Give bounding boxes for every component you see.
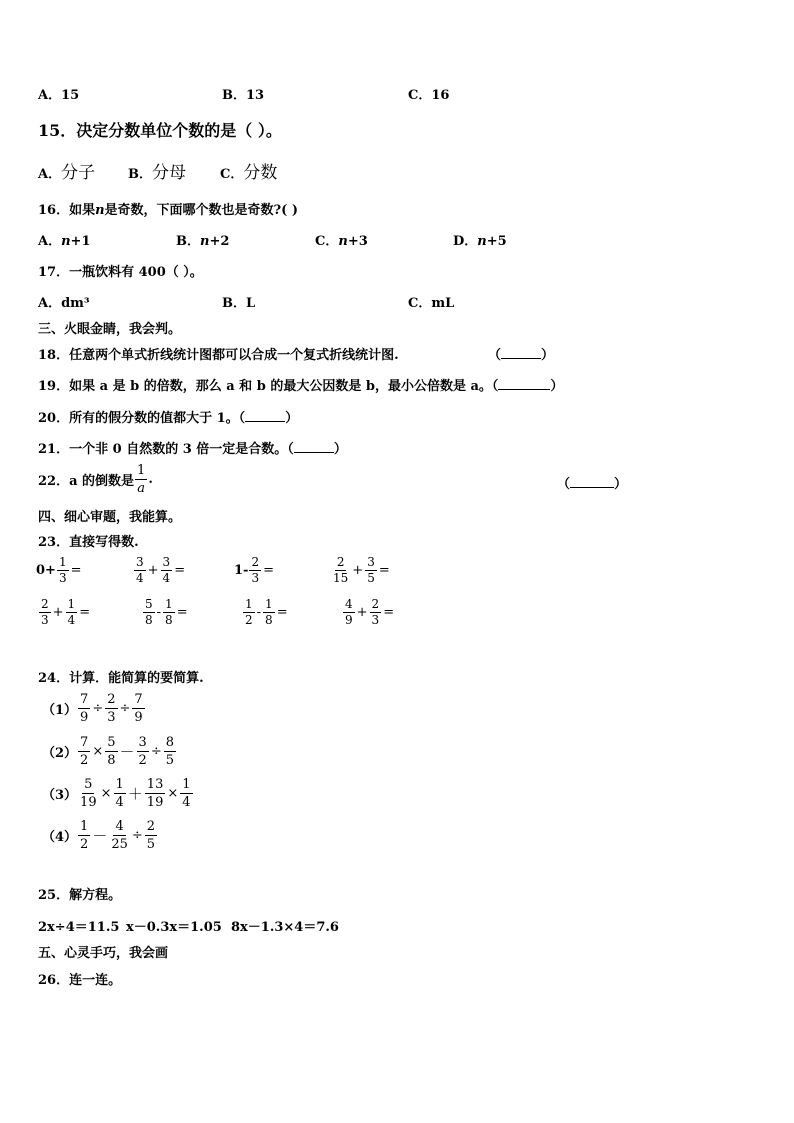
- q16-stem: 16．如果n是奇数，下面哪个数也是奇数?( ): [38, 203, 298, 218]
- q23-item-4: $\frac{2}{15}$ + $\frac{3}{5}$ =: [333, 555, 390, 585]
- q19-text: 19．如果 a 是 b 的倍数，那么 a 和 b 的最大公因数是 b，最小公倍数是 a。: [38, 379, 492, 394]
- q22-answer-bracket[interactable]: （ ）: [557, 477, 628, 492]
- q25-title: 25．解方程。: [38, 888, 122, 903]
- q14-option-a: A．15: [38, 88, 80, 103]
- q20-row: [38, 407, 298, 426]
- q23-item-2: $\frac{3}{4}$ + $\frac{3}{4}$ =: [136, 555, 186, 585]
- q24-item-4: （4） $\frac{1}{2}$ － $\frac{4}{25}$ ÷ $\frac{2}{5}$: [42, 819, 156, 852]
- section-3-heading: 三、火眼金睛，我会判。: [38, 322, 182, 337]
- q24-item-2: （2） $\frac{7}{2}$ × $\frac{5}{8}$ － $\frac{3}{2}$ ÷ $\frac{8}{5}$: [42, 735, 174, 768]
- q18-answer-bracket[interactable]: （ ）: [488, 348, 555, 363]
- q23-item-6: $\frac{5}{8}$ - $\frac{1}{8}$ =: [145, 597, 188, 627]
- q15-stem: 15．决定分数单位个数的是（ ）。: [38, 121, 282, 140]
- q17-option-b: B．L: [222, 296, 256, 311]
- q17-option-a: A．dm³: [38, 296, 90, 311]
- q14-option-b: B．13: [222, 88, 265, 103]
- q23-item-8: $\frac{4}{9}$ + $\frac{2}{3}$ =: [345, 597, 395, 627]
- q17-option-c: C．mL: [408, 296, 455, 311]
- q23-item-7: $\frac{1}{2}$ - $\frac{1}{8}$ =: [245, 597, 288, 627]
- section-4-heading: 四、细心审题，我能算。: [38, 510, 182, 525]
- q15-option-b: B．分母: [128, 163, 186, 183]
- q16-option-b: B．n+2: [176, 234, 230, 249]
- q24-item-3: （3） $\frac{5}{19}$ × $\frac{1}{4}$ ＋ $\frac{13}{19}$ × $\frac{1}{4}$: [42, 777, 191, 810]
- q22-row: 22．a 的倒数是 $\frac{1}{a}$ .: [38, 463, 153, 496]
- q20-text: 20．所有的假分数的值都大于 1。: [38, 411, 239, 426]
- q23-item-1: 0+ $\frac{1}{3}$ =: [36, 555, 82, 585]
- q14-option-c: C．16: [408, 88, 450, 103]
- q24-item-1: （1） $\frac{7}{9}$ ÷ $\frac{2}{3}$ ÷ $\frac{7}{9}$: [42, 692, 143, 725]
- q16-option-c: C．n+3: [315, 234, 368, 249]
- section-5-heading: 五、心灵手巧，我会画: [38, 946, 169, 961]
- q21-answer-bracket[interactable]: （ ）: [287, 442, 347, 457]
- q23-item-3: 1- $\frac{2}{3}$ =: [234, 555, 274, 585]
- q25-equation-1: 2x÷4＝11.5: [38, 920, 120, 935]
- q16-option-a: A．n+1: [38, 234, 91, 249]
- q23-title: 23．直接写得数.: [38, 535, 139, 550]
- q17-stem: 17．一瓶饮料有 400（ ）。: [38, 265, 203, 280]
- q22-prefix: 22．a 的倒数是: [38, 474, 135, 489]
- q21-text: 21．一个非 0 自然数的 3 倍一定是合数。: [38, 442, 288, 457]
- q20-answer-bracket[interactable]: （ ）: [238, 411, 299, 426]
- q15-option-a: A．分子: [38, 163, 96, 183]
- q23-item-5: $\frac{2}{3}$ + $\frac{1}{4}$ =: [41, 597, 91, 627]
- q25-equation-3: 8x－1.3×4＝7.6: [231, 920, 339, 935]
- q19-answer-bracket[interactable]: （ ）: [491, 379, 564, 394]
- q21-row: [38, 438, 347, 457]
- q15-option-c: C．分数: [220, 163, 278, 183]
- q26-title: 26．连一连。: [38, 973, 122, 988]
- q25-equation-2: x－0.3x＝1.05: [126, 920, 222, 935]
- q16-option-d: D．n+5: [453, 234, 507, 249]
- q24-title: 24．计算．能简算的要简算.: [38, 671, 204, 686]
- q18-text: 18．任意两个单式折线统计图都可以合成一个复式折线统计图.: [38, 348, 399, 363]
- q22-fraction: $\frac{1}{a}$: [137, 463, 146, 496]
- q19-row: [38, 375, 563, 394]
